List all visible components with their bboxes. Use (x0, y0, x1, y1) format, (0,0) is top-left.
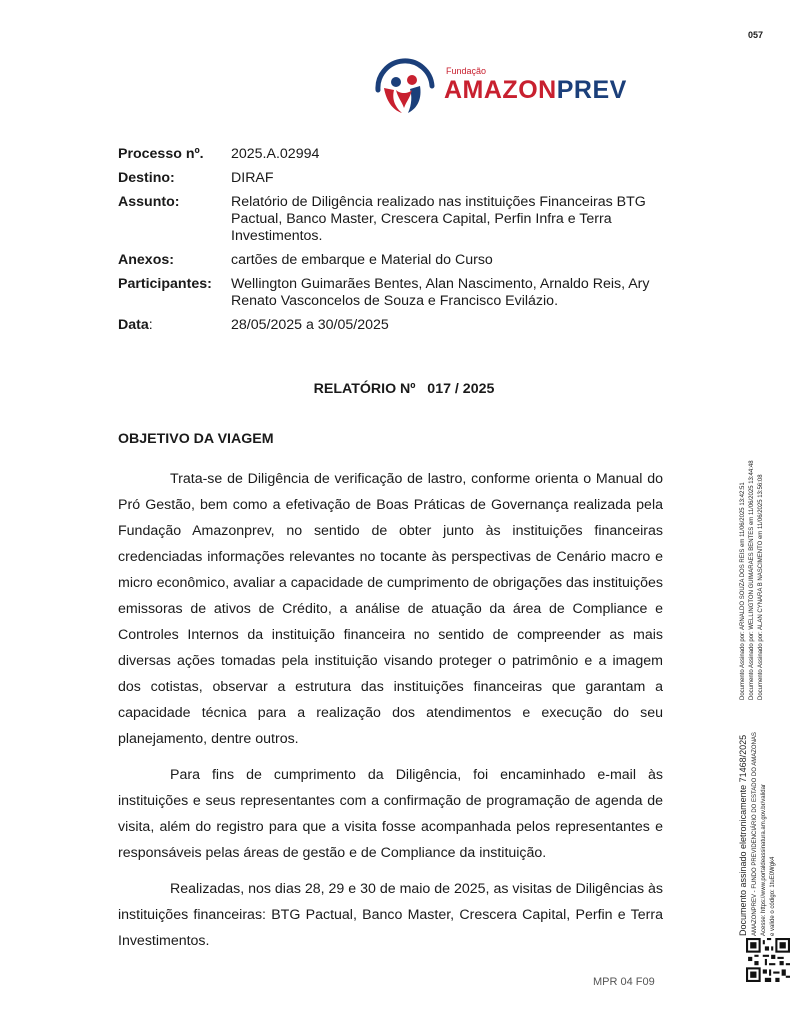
assunto-label: Assunto: (118, 194, 180, 210)
data-value: 28/05/2025 a 30/05/2025 (231, 317, 389, 333)
participantes-label: Participantes: (118, 276, 212, 292)
electronic-signature-title: Documento assinado eletronicamente 71468/2025 (738, 734, 748, 936)
logo-fund-label: Fundação (446, 66, 487, 76)
data-label-text: Data (118, 317, 149, 333)
processo-label: Processo nº. (118, 146, 204, 162)
processo-value: 2025.A.02994 (231, 146, 320, 162)
destino-value: DIRAF (231, 170, 274, 186)
data-row (118, 317, 678, 334)
report-title: RELATÓRIO Nº 017 / 2025 (313, 381, 495, 397)
signature-line-1: Documento Assinado por: ARNALDO SOUZA DOS REIS em 11/06/2025 13:42:51 (740, 482, 746, 700)
anexos-value: cartões de embarque e Material do Curso (231, 252, 493, 268)
destino-row (118, 170, 678, 187)
paragraph: Para fins de cumprimento da Diligência, foi encaminhado e-mail às instituições e seus representantes com a confirmação de programação de agenda de visita, além do registro para que a visita fosse acompanhada pelos representantes e responsáveis pelas áreas de gestão e de Compliance da instituição. (118, 767, 663, 861)
electronic-signature-code: e valide o código: 1tuE0Wgk4 (770, 856, 776, 936)
logo-name-part2: PREV (556, 76, 627, 104)
signature-line-3: Documento Assinado por: ALAN CYNARA B NASCIMENTO em 11/06/2025 13:56:08 (758, 474, 764, 700)
paragraph: Trata-se de Diligência de verificação de lastro, conforme orienta o Manual do Pró Gestão, bem como a efetivação de Boas Práticas de Governança realizada pela Fundação Amazonprev, no sentido de obter junto às instituições financeiras credenciadas informações relevantes no tocante às perspectivas de Cenário macro e micro econômico, avaliar a capacidade de cumprimento de obrigações das instituições emissoras de ativos de Crédito, a análise de atuação da área de Compliance e Controles Internos da instituição financeira no sentido de compreender as mais diversas ações tomadas pela instituição visando proteger o patrimônio e a imagem dos cotistas, observar a estrutura das instituições financeiras que garantam a capacidade técnica para a realização dos atendimentos e execução do seu planejamento, dentre outros. (118, 471, 663, 747)
body-text (118, 466, 663, 964)
participantes-row (118, 276, 678, 310)
logo-name (444, 76, 627, 105)
anexos-row (118, 252, 678, 269)
paragraph: Realizadas, nos dias 28, 29 e 30 de maio de 2025, as visitas de Diligências às instituições financeiras: BTG Pactual, Banco Master, Crescera Capital, Perfin e Terra Investimentos. (118, 881, 663, 949)
data-label (118, 317, 231, 334)
logo-emblem-icon (372, 56, 438, 118)
section-heading: OBJETIVO DA VIAGEM (118, 431, 274, 447)
assunto-row (118, 194, 678, 245)
participantes-value: Wellington Guimarães Bentes, Alan Nascimento, Arnaldo Reis, Ary Renato Vasconcelos de Souza e Francisco Evilázio. (231, 276, 650, 309)
footer-code: MPR 04 F09 (593, 976, 655, 988)
amazonprev-logo (372, 56, 636, 118)
processo-row (118, 146, 678, 163)
logo-name-part1: AMAZON (444, 76, 557, 104)
page-number: 057 (748, 30, 764, 40)
electronic-signature-access[interactable]: Acesse: https://www.portaldeassinatura.am.gov.br/validar (761, 784, 767, 936)
qr-code-icon[interactable] (746, 938, 790, 982)
electronic-signature-entity: AMAZONPREV - FUNDO PREVIDENCIÁRIO DO ESTADO DO AMAZONAS (752, 732, 758, 936)
assunto-value: Relatório de Diligência realizado nas instituições Financeiras BTG Pactual, Banco Master, Crescera Capital, Perfin Infra e Terra Investimentos. (231, 194, 646, 244)
document-header (118, 146, 678, 341)
destino-label: Destino: (118, 170, 175, 186)
signature-line-2: Documento Assinado por: WELLINGTON GUIMARAES BENTES em 11/06/2025 13:44:48 (749, 460, 755, 700)
anexos-label: Anexos: (118, 252, 174, 268)
data-label-colon: : (148, 317, 153, 333)
